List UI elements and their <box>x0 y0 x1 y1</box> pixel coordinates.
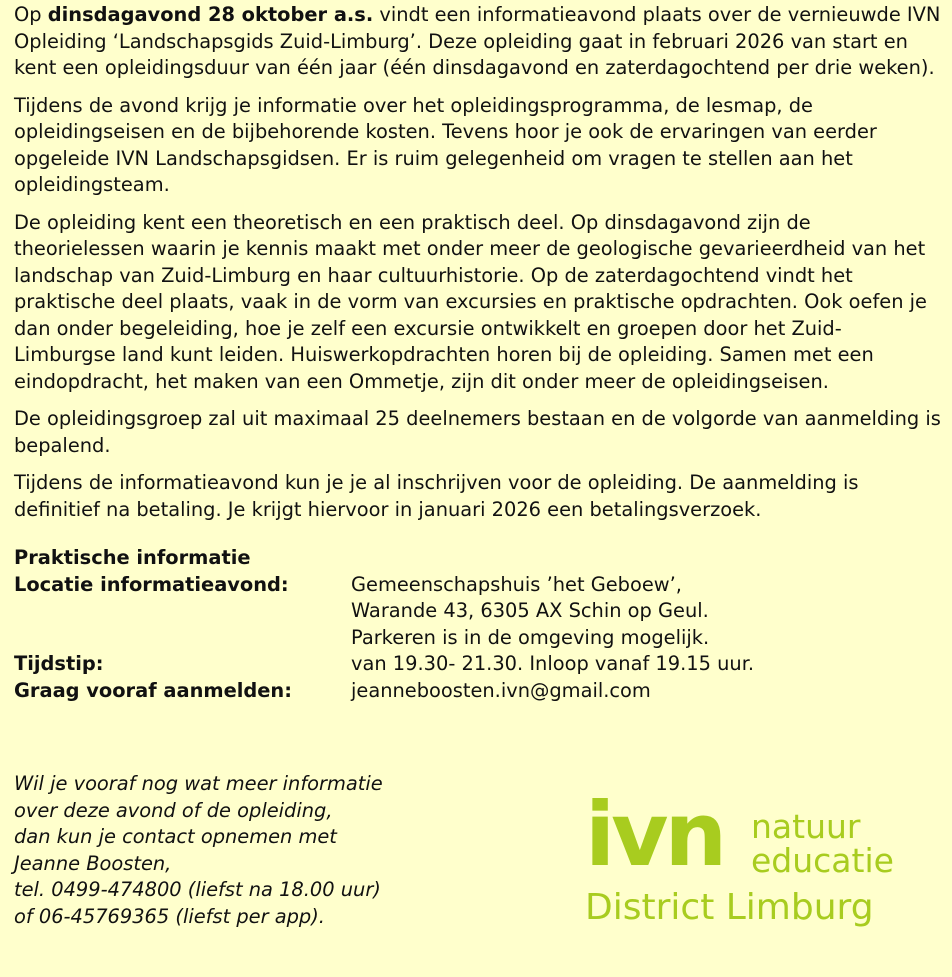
intro-rest: vindt een informatieavond plaats over de vernieuwde IVN Opleiding ‘Landschapsgids Zuid-Limburg’. Deze opleiding gaat in februari 2026 van start en kent een opleidingsduur van één jaar (één dinsdagavond en zaterdagochtend per drie weken). <box>14 3 941 79</box>
location-line: Warande 43, 6305 AX Schin op Geul. <box>351 599 709 622</box>
register-label: Graag vooraf aanmelden: <box>14 678 292 702</box>
ivn-logo-graphic <box>585 793 935 933</box>
paragraph-evening-info: Tijdens de avond krijg je informatie over het opleidingsprogramma, de lesmap, de opleidingseisen en de bijbehorende kosten. Tevens hoor je ook de ervaringen van eerder opgeleide IVN Landschapsgidsen. Er is ruim gelegenheid om vragen te stellen aan het opleidingsteam. <box>14 93 877 196</box>
register-row <box>14 678 942 705</box>
contact-block <box>14 771 383 930</box>
time-label: Tijdstip: <box>14 652 104 675</box>
logo-mark: ivn <box>585 793 724 886</box>
location-line: Parkeren is in de omgeving mogelijk. <box>351 625 710 649</box>
contact-line: over deze avond of de opleiding, <box>14 798 333 822</box>
time-value: van 19.30- 21.30. Inloop vanaf 19.15 uur. <box>351 652 755 675</box>
time-row <box>14 651 942 678</box>
paragraph-group-size: De opleidingsgroep zal uit maximaal 25 deelnemers bestaan en de volgorde van aanmelding is bepalend. <box>14 407 941 457</box>
contact-line: Wil je vooraf nog wat meer informatie <box>14 772 383 795</box>
contact-name: Jeanne Boosten, <box>14 851 172 875</box>
paragraph-registration: Tijdens de informatieavond kun je je al inschrijven voor de opleiding. De aanmelding is definitief na betaling. Je krijgt hiervoor in januari 2026 een betalingsverzoek. <box>14 471 859 521</box>
register-email: jeanneboosten.ivn@gmail.com <box>351 678 651 702</box>
logo-natuur: natuur <box>751 807 861 846</box>
contact-phone: tel. 0499-474800 (liefst na 18.00 uur) <box>14 878 381 901</box>
ivn-logo <box>585 793 935 933</box>
location-value <box>351 572 942 652</box>
contact-line: dan kun je contact opnemen met <box>14 825 337 848</box>
intro-paragraph <box>14 2 942 82</box>
intro-prefix: Op <box>14 3 48 26</box>
location-row <box>14 572 942 652</box>
paragraph-course-structure: De opleiding kent een theoretisch en een praktisch deel. Op dinsdagavond zijn de theorielessen waarin je kennis maakt met onder meer de geologische gevarieerdheid van het landschap van Zuid-Limburg en haar cultuurhistorie. Op de zaterdagochtend vindt het praktische deel plaats, vaak in de vorm van excursies en praktische opdrachten. Ook oefen je dan onder begeleiding, hoe je zelf een excursie ontwikkelt en groepen door het Zuid-Limburgse land kunt leiden. Huiswerkopdrachten horen bij de opleiding. Samen met een eindopdracht, het maken van een Ommetje, zijn dit onder meer de opleidingseisen. <box>14 210 927 393</box>
contact-mobile: of 06-45769365 (liefst per app). <box>14 904 325 928</box>
logo-district: District Limburg <box>585 887 874 928</box>
location-label: Locatie informatieavond: <box>14 572 289 596</box>
intro-date: dinsdagavond 28 oktober a.s. <box>47 3 374 26</box>
practical-info <box>14 545 942 704</box>
location-line: Gemeenschapshuis ’het Geboew’, <box>351 572 682 596</box>
logo-educatie: educatie <box>751 841 894 880</box>
practical-info-heading: Praktische informatie <box>14 546 251 569</box>
